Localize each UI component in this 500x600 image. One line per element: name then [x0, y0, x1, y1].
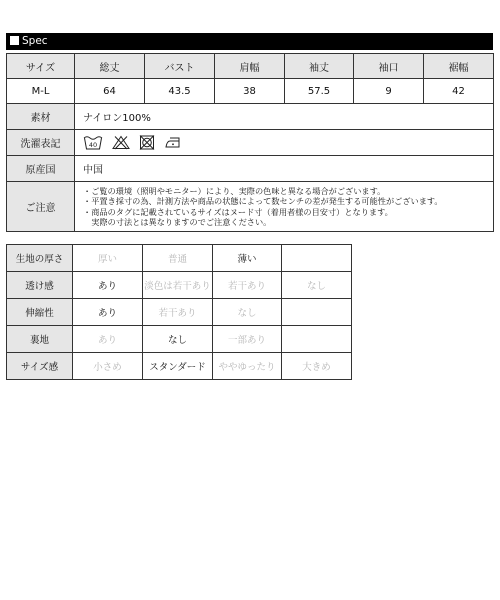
feel-row — [7, 353, 352, 380]
notes-text — [75, 182, 494, 232]
feel-row-label: 裏地 — [7, 326, 73, 353]
feel-row — [7, 272, 352, 299]
feel-option: 一部あり — [213, 326, 282, 353]
feel-row-label: 生地の厚さ — [7, 245, 73, 272]
header-size: サイズ — [7, 54, 75, 79]
feel-row-label: 伸縮性 — [7, 299, 73, 326]
header-bust: バスト — [145, 54, 215, 79]
header-shoulder: 肩幅 — [215, 54, 285, 79]
spec-table — [6, 53, 494, 232]
wash-tub-40-icon — [83, 135, 103, 150]
feel-option: 普通 — [143, 245, 213, 272]
feel-option: 淡色は若干あり — [143, 272, 213, 299]
feel-option: 厚い — [73, 245, 143, 272]
value-sleeve-length: 57.5 — [285, 79, 354, 104]
washing-icons — [75, 130, 494, 156]
feel-option — [282, 326, 352, 353]
header-cuff: 袖口 — [354, 54, 424, 79]
material-row — [7, 104, 494, 130]
size-value-row — [7, 79, 494, 104]
value-bust: 43.5 — [145, 79, 215, 104]
feel-row — [7, 326, 352, 353]
value-size: M-L — [7, 79, 75, 104]
feel-row — [7, 299, 352, 326]
feel-option-selected: あり — [73, 272, 143, 299]
origin-value: 中国 — [75, 156, 494, 182]
note-line: ・ご覧の環境（照明やモニター）により、実際の色味と異なる場合がございます。 — [83, 185, 386, 196]
notes-label: ご注意 — [7, 182, 75, 232]
svg-text:40: 40 — [88, 141, 98, 149]
header-sleeve-length: 袖丈 — [285, 54, 354, 79]
feel-option: なし — [213, 299, 282, 326]
size-header-row — [7, 54, 494, 79]
material-label: 素材 — [7, 104, 75, 130]
value-length: 64 — [75, 79, 145, 104]
washing-row — [7, 130, 494, 156]
note-line: ・平置き採寸の為、計測方法や商品の状態によって数センチの差が発生する可能性がございます。 — [83, 196, 443, 206]
feel-option-selected: 薄い — [213, 245, 282, 272]
feel-option: ややゆったり — [213, 353, 282, 380]
do-not-bleach-icon — [112, 135, 130, 150]
washing-label: 洗濯表記 — [7, 130, 75, 156]
value-hem-width: 42 — [424, 79, 494, 104]
header-hem-width: 裾幅 — [424, 54, 494, 79]
do-not-tumble-dry-icon — [139, 135, 155, 150]
note-line: 実際の寸法とは異なりますのでご注意ください。 — [83, 217, 272, 227]
feel-option: なし — [282, 272, 352, 299]
note-line: ・商品のタグに記載されているサイズはヌード寸（着用者様の目安寸）となります。 — [83, 206, 393, 217]
feel-option: あり — [73, 326, 143, 353]
value-shoulder: 38 — [215, 79, 285, 104]
square-icon — [10, 36, 19, 45]
feel-option: 小さめ — [73, 353, 143, 380]
fabric-feel-table — [6, 244, 352, 380]
spec-title: Spec — [22, 35, 48, 47]
value-cuff: 9 — [354, 79, 424, 104]
origin-label: 原産国 — [7, 156, 75, 182]
feel-row-label: サイズ感 — [7, 353, 73, 380]
header-length: 総丈 — [75, 54, 145, 79]
feel-option-selected: なし — [143, 326, 213, 353]
material-value: ナイロン100% — [75, 104, 494, 130]
spec-header — [6, 33, 493, 50]
feel-option: 大きめ — [282, 353, 352, 380]
iron-low-icon — [164, 135, 184, 150]
feel-option — [282, 245, 352, 272]
feel-option: 若干あり — [213, 272, 282, 299]
feel-row — [7, 245, 352, 272]
feel-option: 若干あり — [143, 299, 213, 326]
notes-row — [7, 182, 494, 232]
feel-option — [282, 299, 352, 326]
feel-option-selected: あり — [73, 299, 143, 326]
origin-row — [7, 156, 494, 182]
feel-row-label: 透け感 — [7, 272, 73, 299]
feel-option-selected: スタンダード — [143, 353, 213, 380]
